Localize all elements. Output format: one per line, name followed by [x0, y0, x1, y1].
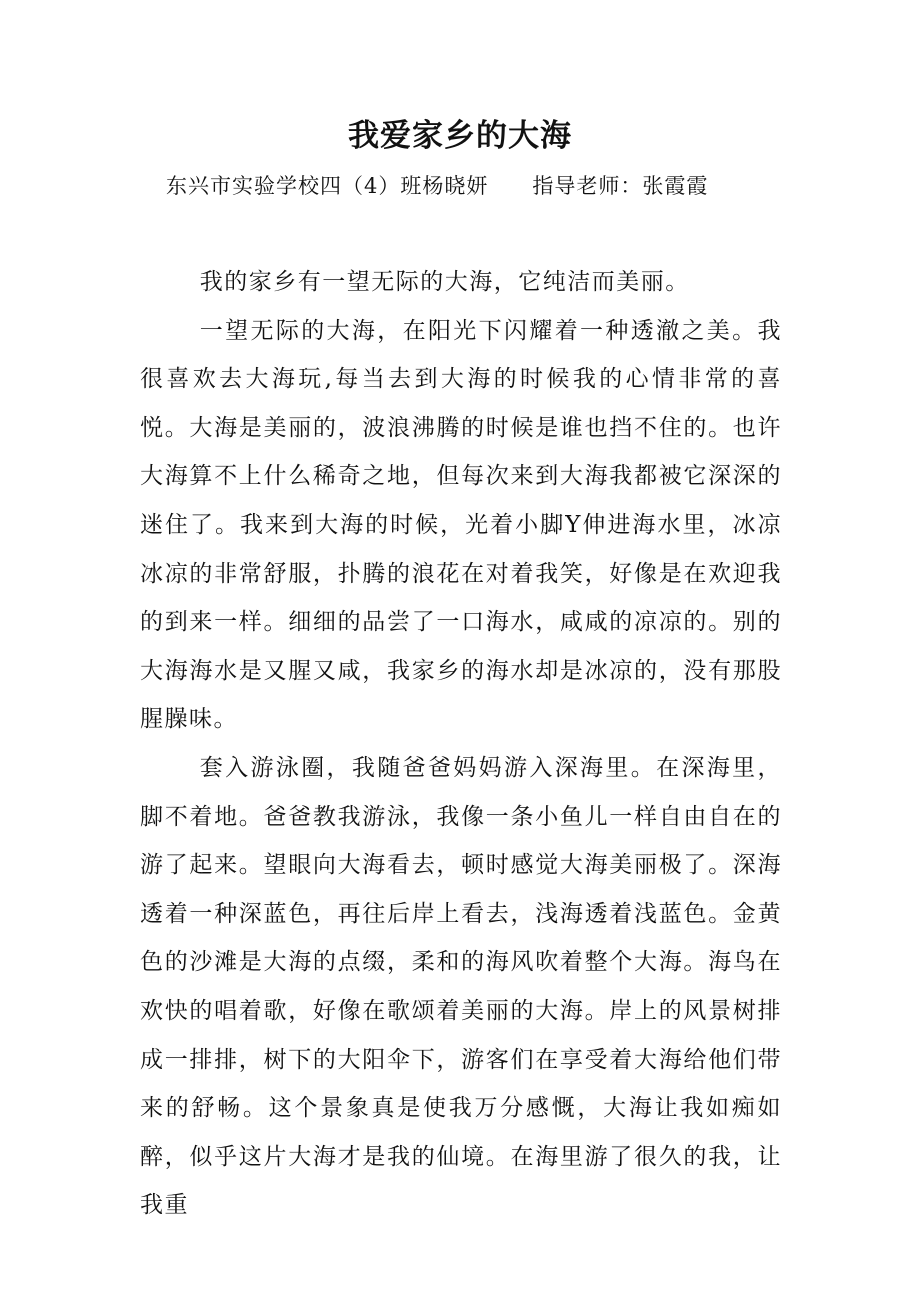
paragraph: 一望无际的大海，在阳光下闪耀着一种透澈之美。我很喜欢去大海玩,每当去到大海的时候我的心情非常的喜悦。大海是美丽的，波浪沸腾的时候是谁也挡不住的。也许大海算不上什么稀奇之地，但每次来到大海我都被它深深的迷住了。我来到大海的时候，光着小脚Y伸进海水里，冰凉冰凉的非常舒服，扑腾的浪花在对着我笑，好像是在欢迎我的到来一样。细细的品尝了一口海水，咸咸的凉凉的。别的大海海水是又腥又咸，我家乡的海水却是冰凉的，没有那股腥臊味。	[140, 317, 782, 733]
teacher-line: 指导老师：张霞霞	[532, 174, 709, 198]
byline	[166, 168, 786, 204]
paragraph: 我的家乡有一望无际的大海，它纯洁而美丽。	[199, 269, 690, 295]
essay-title: 我爱家乡的大海	[348, 118, 572, 154]
paragraph: 套入游泳圈，我随爸爸妈妈游入深海里。在深海里，脚不着地。爸爸教我游泳，我像一条小鱼儿一样自由自在的游了起来。望眼向大海看去，顿时感觉大海美丽极了。深海透着一种深蓝色，再往后岸上看去，浅海透着浅蓝色。金黄色的沙滩是大海的点缀，柔和的海风吹着整个大海。海鸟在欢快的唱着歌，好像在歌颂着美丽的大海。岸上的风景树排成一排排，树下的大阳伞下，游客们在享受着大海给他们带来的舒畅。这个景象真是使我万分感慨，大海让我如痴如醉，似乎这片大海才是我的仙境。在海里游了很久的我，让我重	[140, 754, 782, 1219]
essay-body	[140, 258, 782, 1230]
author-line: 东兴市实验学校四（4）班杨晓妍	[166, 174, 489, 198]
